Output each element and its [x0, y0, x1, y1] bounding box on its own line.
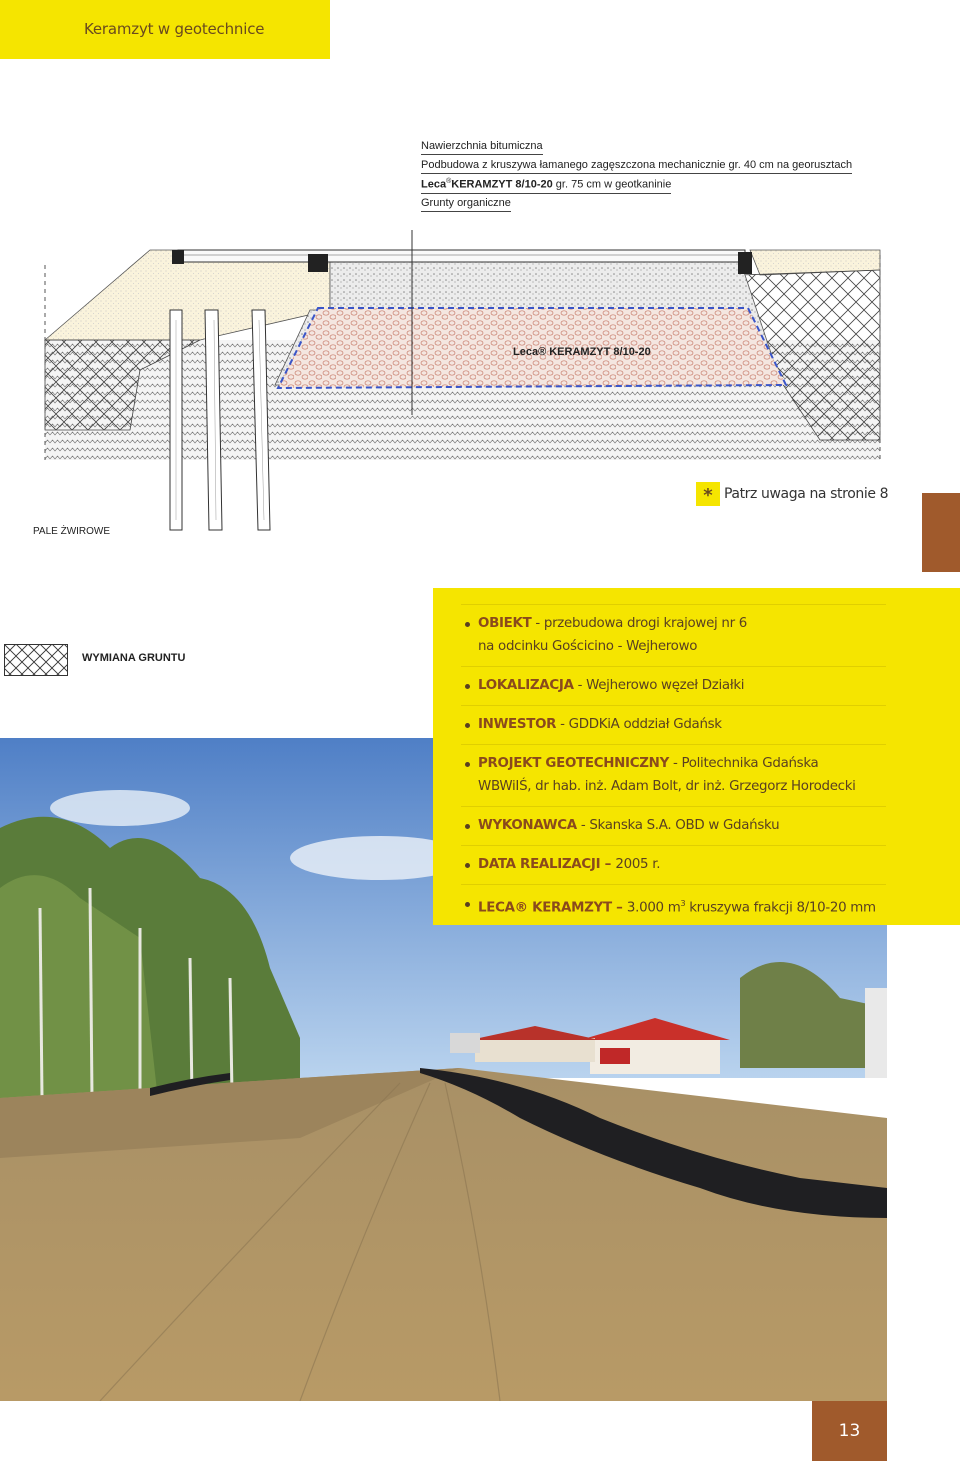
info-item-obiekt: OBIEKT - przebudowa drogi krajowej nr 6 na odcinku Gościcino - Wejherowo: [461, 604, 886, 666]
soil-exchange-swatch: [4, 644, 68, 676]
info-item-inwestor: INWESTOR - GDDKiA oddział Gdańsk: [461, 705, 886, 744]
legend-leca-product: KERAMZYT 8/10-20: [451, 178, 553, 191]
info-item-lokalizacja: LOKALIZACJA - Wejherowo węzeł Działki: [461, 666, 886, 705]
side-tab: [922, 493, 960, 572]
project-info-list: [461, 604, 886, 927]
info-item-wykonawca: WYKONAWCA - Skanska S.A. OBD w Gdańsku: [461, 806, 886, 845]
legend-line-base: Podbudowa z kruszywa łamanego zagęszczona mechanicznie gr. 40 cm na georusztach: [421, 159, 852, 174]
header-title: Keramzyt w geotechnice: [84, 20, 265, 38]
legend-leca-rest: gr. 75 cm w geotkaninie: [555, 178, 672, 191]
asphalt-layer: [178, 250, 745, 262]
project-info-box: [433, 588, 960, 925]
note-reference: [696, 482, 888, 506]
left-embankment: [45, 250, 330, 340]
legend-line-leca: [421, 178, 671, 194]
curb-right: [738, 252, 752, 274]
legend-line-organic: Grunty organiczne: [421, 197, 511, 212]
info-item-projekt: PROJEKT GEOTECHNICZNY - Politechnika Gdańska WBWiIŚ, dr hab. inż. Adam Bolt, dr inż. Grzegorz Horodecki: [461, 744, 886, 806]
legend-leca-brand: Leca: [421, 178, 447, 191]
curb-left: [172, 250, 184, 264]
piles-label: PALE ŻWIROWE: [33, 526, 111, 537]
legend-line-bitumen: Nawierzchnia bitumiczna: [421, 140, 543, 155]
page-number: 13: [812, 1401, 887, 1461]
soil-exchange-label: WYMIANA GRUNTU: [82, 652, 186, 664]
info-item-data: DATA REALIZACJI – 2005 r.: [461, 845, 886, 884]
note-star: *: [696, 482, 720, 506]
info-item-leca: LECA® KERAMZYT – 3.000 $m^3$ kruszywa frakcji 8/10-20 mm: [461, 884, 886, 927]
leca-fill-label: Leca® KERAMZYT 8/10-20: [513, 346, 651, 358]
curb-left-2: [308, 254, 328, 272]
legend-leca-reg: ®: [446, 178, 452, 185]
note-text: Patrz uwaga na stronie 8: [724, 486, 889, 502]
header-box: [0, 0, 330, 59]
